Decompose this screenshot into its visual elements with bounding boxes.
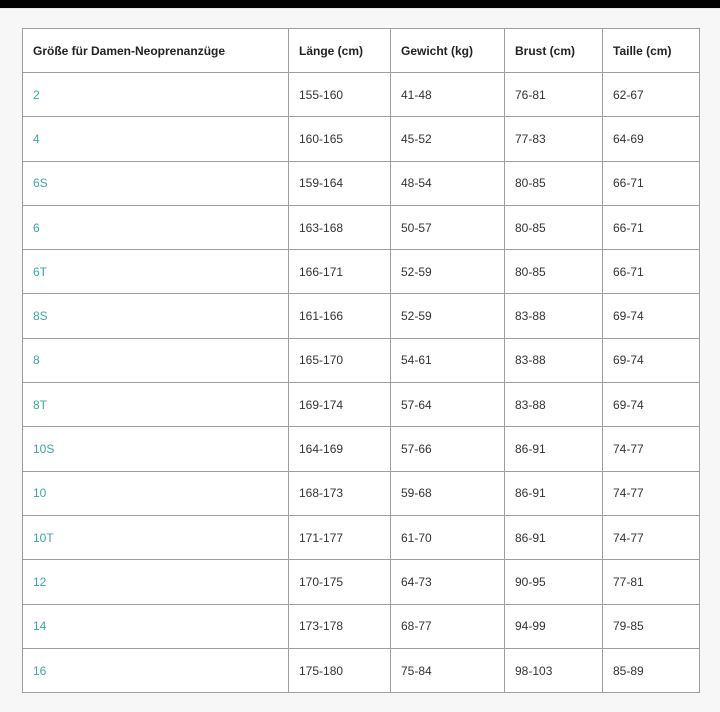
weight-cell: 64-73 <box>391 560 505 604</box>
size-link[interactable]: 10S <box>23 427 289 471</box>
length-cell: 171-177 <box>289 515 391 559</box>
header-chest: Brust (cm) <box>505 29 603 73</box>
length-cell: 161-166 <box>289 294 391 338</box>
chest-cell: 76-81 <box>505 73 603 117</box>
chest-cell: 86-91 <box>505 427 603 471</box>
header-waist: Taille (cm) <box>603 29 700 73</box>
chest-cell: 80-85 <box>505 161 603 205</box>
waist-cell: 64-69 <box>603 117 700 161</box>
header-size: Größe für Damen-Neoprenanzüge <box>23 29 289 73</box>
size-chart-table <box>22 28 700 693</box>
chest-cell: 80-85 <box>505 205 603 249</box>
chest-cell: 83-88 <box>505 294 603 338</box>
weight-cell: 75-84 <box>391 648 505 692</box>
header-weight: Gewicht (kg) <box>391 29 505 73</box>
length-cell: 170-175 <box>289 560 391 604</box>
waist-cell: 74-77 <box>603 471 700 515</box>
waist-cell: 66-71 <box>603 205 700 249</box>
waist-cell: 69-74 <box>603 338 700 382</box>
chest-cell: 86-91 <box>505 515 603 559</box>
waist-cell: 85-89 <box>603 648 700 692</box>
weight-cell: 57-66 <box>391 427 505 471</box>
weight-cell: 45-52 <box>391 117 505 161</box>
waist-cell: 69-74 <box>603 383 700 427</box>
weight-cell: 59-68 <box>391 471 505 515</box>
size-link[interactable]: 10 <box>23 471 289 515</box>
waist-cell: 69-74 <box>603 294 700 338</box>
weight-cell: 61-70 <box>391 515 505 559</box>
waist-cell: 77-81 <box>603 560 700 604</box>
length-cell: 169-174 <box>289 383 391 427</box>
waist-cell: 74-77 <box>603 515 700 559</box>
divider <box>0 8 720 9</box>
weight-cell: 54-61 <box>391 338 505 382</box>
weight-cell: 50-57 <box>391 205 505 249</box>
weight-cell: 52-59 <box>391 294 505 338</box>
size-link[interactable]: 12 <box>23 560 289 604</box>
chest-cell: 90-95 <box>505 560 603 604</box>
table-row <box>23 73 700 117</box>
waist-cell: 66-71 <box>603 161 700 205</box>
size-link[interactable]: 6S <box>23 161 289 205</box>
size-chart-container <box>22 28 699 693</box>
chest-cell: 98-103 <box>505 648 603 692</box>
header-row <box>23 29 700 73</box>
size-link[interactable]: 16 <box>23 648 289 692</box>
size-link[interactable]: 14 <box>23 604 289 648</box>
size-link[interactable]: 8S <box>23 294 289 338</box>
size-link[interactable]: 2 <box>23 73 289 117</box>
weight-cell: 68-77 <box>391 604 505 648</box>
length-cell: 155-160 <box>289 73 391 117</box>
table-row <box>23 161 700 205</box>
table-row <box>23 294 700 338</box>
length-cell: 163-168 <box>289 205 391 249</box>
length-cell: 175-180 <box>289 648 391 692</box>
header-length: Länge (cm) <box>289 29 391 73</box>
table-row <box>23 205 700 249</box>
weight-cell: 48-54 <box>391 161 505 205</box>
length-cell: 160-165 <box>289 117 391 161</box>
waist-cell: 62-67 <box>603 73 700 117</box>
size-link[interactable]: 10T <box>23 515 289 559</box>
length-cell: 165-170 <box>289 338 391 382</box>
table-row <box>23 117 700 161</box>
size-link[interactable]: 4 <box>23 117 289 161</box>
waist-cell: 66-71 <box>603 250 700 294</box>
chest-cell: 86-91 <box>505 471 603 515</box>
chest-cell: 83-88 <box>505 338 603 382</box>
length-cell: 166-171 <box>289 250 391 294</box>
weight-cell: 52-59 <box>391 250 505 294</box>
chest-cell: 80-85 <box>505 250 603 294</box>
table-row <box>23 604 700 648</box>
size-link[interactable]: 6 <box>23 205 289 249</box>
table-row <box>23 338 700 382</box>
chest-cell: 77-83 <box>505 117 603 161</box>
waist-cell: 74-77 <box>603 427 700 471</box>
chest-cell: 94-99 <box>505 604 603 648</box>
size-link[interactable]: 6T <box>23 250 289 294</box>
length-cell: 173-178 <box>289 604 391 648</box>
table-row <box>23 427 700 471</box>
weight-cell: 57-64 <box>391 383 505 427</box>
length-cell: 164-169 <box>289 427 391 471</box>
table-row <box>23 515 700 559</box>
table-row <box>23 471 700 515</box>
waist-cell: 79-85 <box>603 604 700 648</box>
size-link[interactable]: 8 <box>23 338 289 382</box>
chest-cell: 83-88 <box>505 383 603 427</box>
size-link[interactable]: 8T <box>23 383 289 427</box>
table-row <box>23 383 700 427</box>
table-row <box>23 648 700 692</box>
weight-cell: 41-48 <box>391 73 505 117</box>
table-row <box>23 560 700 604</box>
table-row <box>23 250 700 294</box>
length-cell: 159-164 <box>289 161 391 205</box>
length-cell: 168-173 <box>289 471 391 515</box>
